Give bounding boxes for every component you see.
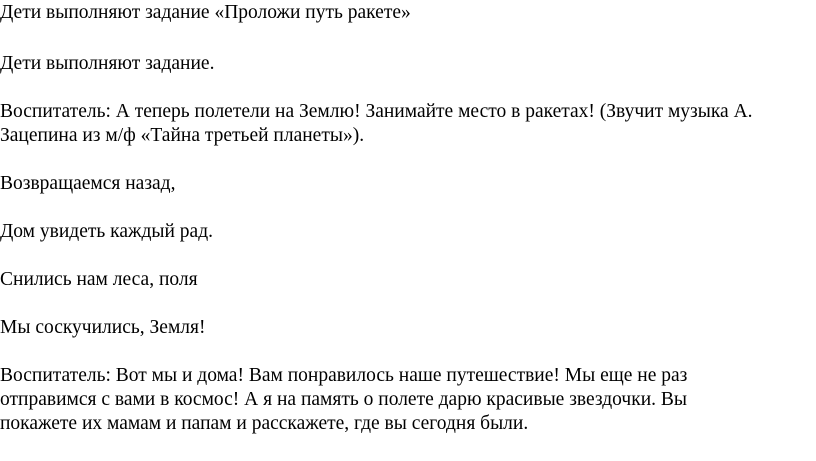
paragraph-teacher-2-line-1: Воспитатель: Вот мы и дома! Вам понравилось наше путешествие! Мы еще не раз <box>0 365 688 386</box>
paragraph-teacher-2-line-2: отправимся с вами в космос! А я на память о полете дарю красивые звездочки. Вы <box>0 389 687 410</box>
poem-line-2: Дом увидеть каждый рад. <box>0 221 213 242</box>
paragraph-children-do-task: Дети выполняют задание. <box>0 53 215 74</box>
paragraph-teacher-1-line-1: Воспитатель: А теперь полетели на Землю! Занимайте место в ракетах! (Звучит музыка А. <box>0 101 753 122</box>
poem-line-3: Снились нам леса, поля <box>0 269 198 290</box>
heading-task: Дети выполняют задание «Проложи путь ракете» <box>0 2 411 23</box>
paragraph-teacher-1-line-2: Зацепина из м/ф «Тайна третьей планеты»). <box>0 125 365 146</box>
poem-line-1: Возвращаемся назад, <box>0 173 176 194</box>
paragraph-teacher-2-line-3: покажете их мамам и папам и расскажете, где вы сегодня были. <box>0 413 529 434</box>
poem-line-4: Мы соскучились, Земля! <box>0 317 206 338</box>
